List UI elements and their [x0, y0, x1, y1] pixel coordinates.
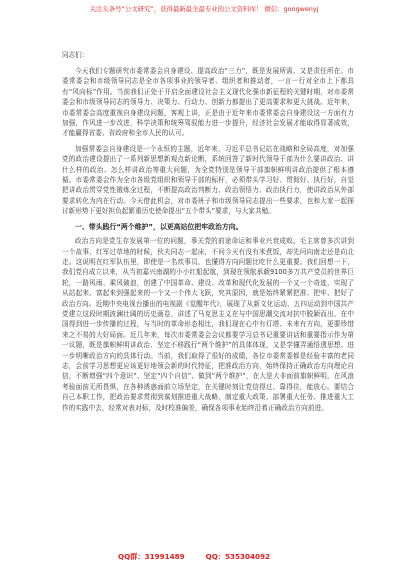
header-banner [0, 4, 408, 15]
footer-qq-group: QQ群：31991489 [118, 552, 185, 561]
paragraph: 政治方向是党生存发展第一位的问题，事关党的前途命运和事业兴衰成败。毛主席曾多次讲到一个故事，红军过草地的时候，伙夫同志一起床，不问今天有没有米煮饭，却先问向南走还是向北走。这说明在红军队伍里，即使是一名炊事员，也懂得方向问题比吃什么更重要。我们回想一下，我们党自成立以来，从当初嘉兴南湖的小小红船起航，到现在领航承载9100多万共产党员的世界巨轮，一路风雨、乘风破浪，创建了中国革命、建设、改革和现代化发展的一个又一个奇迹，实现了从站起来、富起来到强起来的一个又一个伟大飞跃，究其原因，就是始终紧紧把准、把牢、把好了政治方向。近期中央电视台播出的电视剧《觉醒年代》，展现了从新文化运动、五四运动到中国共产党建立这段时期波澜壮阔的历史画卷，讲述了马克思主义在与中国思潮交流对抗中脱颖而出、在中国得到进一步传播的过程，与当时的革命形态相比，我们现在心中有灯塔、未来有方向，更要珍惜来之不易的大好局面。近几年来，每次市委常委会会议都要学习总书记重要讲话和重要指示作为第一议题，既是旗帜鲜明讲政治、坚定不移践行“两个维护”的具体体现，又是学懂弄通悟透思想、进一步明晰政治方向的具体行动。当前，我们取得了很好的成绩，各位市委常委都是经验丰富的老同志，会前学习思想更应该更好地领会新的时代特征，把准政治方向，始终保持正确政治方向理论自信，不断增强“四个意识”、坚定“四个自信”、做到“两个维护”，在大是大非面前旗帜鲜明，在风浪考验面前无所畏惧，在各种诱惑面前立场坚定，在关键时刻让党信得过、靠得住，能放心。要结合自己本职工作，把政治要求贯彻到谋划推进重大战略、制定重大政策、部署重大任务、推进重大工作的实践中去，经常对表对标，及时校准偏差，确保各项事业始终沿着正确政治方向前进。 [62, 237, 354, 412]
banner-text: 关注头条号“公文研究”，获得最新最全最专业的公文资料库！ 微信：gongwenyj [89, 5, 319, 13]
salutation: 同志们： [62, 51, 89, 59]
document-body [62, 50, 354, 418]
footer [0, 552, 408, 562]
footer-qq-contact: QQ：535304092 [205, 552, 270, 561]
paragraph: 加强常委会自身建设是一个永恒的主题，近年来，习近平总书记站在战略和全局高度，对加强党的政治建设提出了一系列新思想新观点新论断，系统回答了新时代领导干部为什么要讲政治、讲什么样的政治、怎么样讲政治等重大问题，为全党特别是领导干部旗帜鲜明讲政治提供了根本遵循。市委常委会作为全市各级党组织和领导干部的标杆，必须带头学习好、贯彻好、执行好，自觉把讲政治贯穿党性锻炼全过程，不断提高政治判断力、政治领悟力、政治执行力，使讲政治从外部要求转化为内在行动。今天借此机会，对市委班子和市级领导同志提出一些要求，也和大家一起探讨新形势下更好担负起繁重历史使命提出“五个带头”要求，与大家共勉。 [62, 144, 354, 216]
section-heading: 一、带头践行“两个维护”，以更高站位把牢政治方向。 [75, 222, 243, 231]
paragraph: 今天我们专题研究市委常委会自身建设、提高政治“三力”，既是发展所需、又是责任所在。市委常委会和市级领导同志是全市各项事业的领导者、组织者和推动者，一言一行对全市上下都具有“风向标”作用。当前我们正处于开启全面建设社会主义现代化强市新征程的关键时期，对市委常委会和市级领导同志的领导力、决策力、行动力、创新力都提出了更高要求和更大挑战。近年来，市委常委会高度重视自身建设问题，客观上讲，正是由于近年来市委常委会自身建设这一方面有力加强，作风进一步改进，科学决策和统筹驾驭能力进一步提升，经济社会发展才能取得显著成效，才能赢得省委、省政府和全市人民的认可。 [62, 67, 354, 138]
